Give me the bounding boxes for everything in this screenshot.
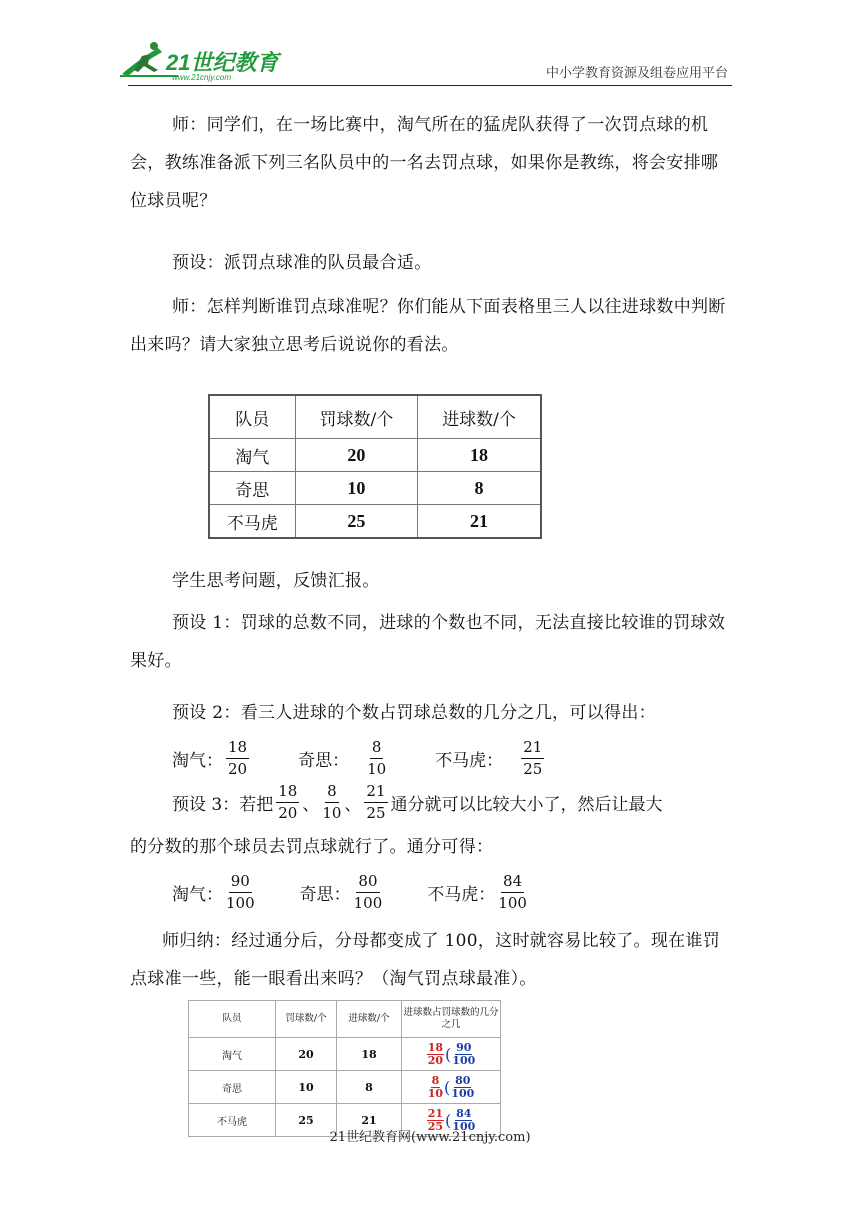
fraction [276, 781, 299, 822]
denominator: 10 [427, 1087, 444, 1100]
denominator: 100 [226, 893, 255, 912]
site-logo [118, 40, 288, 84]
separator: 、 [302, 794, 320, 815]
comparison-table [188, 1000, 501, 1137]
page-footer: 21世纪教育网(www.21cnjy.com) [329, 1130, 531, 1145]
fraction [498, 871, 527, 912]
numerator: 80 [356, 874, 379, 893]
fraction-label: 淘气： [172, 750, 223, 771]
denominator: 100 [452, 1120, 476, 1133]
paragraph-7-line1 [130, 780, 730, 824]
denominator: 10 [322, 803, 342, 822]
paragraph-7-line2: 的分数的那个球员去罚点球就行了。通分可得： [130, 837, 494, 857]
fraction-label: 不马虎： [435, 750, 504, 771]
shots-count: 10 [276, 1071, 337, 1104]
player-name: 不马虎 [189, 1104, 276, 1137]
svg-text:21世纪教育: 21世纪教育 [166, 50, 279, 75]
header-divider [128, 85, 732, 86]
table-header-cell: 进球数/个 [418, 395, 541, 439]
player-name: 奇思 [209, 472, 295, 505]
numerator: 18 [276, 784, 299, 803]
table-header-cell: 罚球数/个 [276, 1001, 337, 1038]
fraction [367, 737, 387, 778]
numerator: 8 [431, 1074, 440, 1087]
shots-count: 25 [276, 1104, 337, 1137]
table-row [189, 1071, 501, 1104]
paragraph-2: 预设：派罚点球准的队员最合适。 [172, 253, 432, 273]
fraction [364, 781, 387, 822]
denominator: 10 [367, 759, 387, 778]
fraction [427, 1042, 444, 1066]
player-name: 淘气 [209, 439, 295, 472]
goals-count: 18 [418, 439, 541, 472]
table-header-row [209, 395, 541, 439]
fraction-cell [402, 1071, 501, 1104]
table-header-cell: 队员 [209, 395, 295, 439]
paragraph-6: 预设 2：看三人进球的个数占罚球总数的几分之几，可以得出： [172, 703, 656, 723]
denominator: 20 [427, 1054, 444, 1067]
denominator: 100 [452, 1054, 476, 1067]
shots-count: 20 [295, 439, 418, 472]
stats-table [208, 394, 542, 539]
goals-count: 8 [418, 472, 541, 505]
denominator: 25 [366, 803, 386, 822]
fraction [452, 1042, 475, 1066]
goals-count: 21 [418, 505, 541, 539]
paragraph-3: 师：怎样判断谁罚点球准呢？你们能从下面表格里三人以往进球数中判断出来吗？请大家独立思考后说说你的看法。 [130, 297, 726, 355]
fraction [428, 1075, 443, 1099]
fraction-cell [402, 1038, 501, 1071]
fraction [226, 737, 249, 778]
paragraph-5: 预设 1：罚球的总数不同，进球的个数也不同，无法直接比较谁的罚球效果好。 [130, 613, 726, 671]
player-name: 不马虎 [209, 505, 295, 539]
bracket-icon: ( [445, 1110, 452, 1130]
goals-count: 21 [337, 1104, 402, 1137]
fraction [521, 737, 544, 778]
numerator: 8 [325, 784, 339, 803]
separator: 、 [344, 794, 362, 815]
denominator: 20 [278, 803, 298, 822]
fraction [322, 781, 342, 822]
table-row [189, 1038, 501, 1071]
numerator: 90 [229, 874, 252, 893]
table-row [209, 472, 541, 505]
denominator: 25 [427, 1120, 444, 1133]
table-header-cell: 队员 [189, 1001, 276, 1038]
fraction-row-common [172, 870, 530, 914]
table-row [209, 439, 541, 472]
bracket-icon: ( [445, 1044, 452, 1064]
fraction-label: 不马虎： [427, 884, 496, 905]
bracket-icon: ( [444, 1077, 451, 1097]
denominator: 100 [451, 1087, 475, 1100]
fraction [353, 871, 383, 912]
numerator: 18 [427, 1041, 444, 1054]
numerator: 90 [456, 1041, 472, 1054]
numerator: 84 [501, 874, 524, 893]
fraction [451, 1075, 474, 1099]
paragraph-4: 学生思考问题，反馈汇报。 [172, 571, 380, 591]
svg-text:www.21cnjy.com: www.21cnjy.com [172, 73, 231, 82]
goals-count: 18 [337, 1038, 402, 1071]
numerator: 21 [521, 740, 544, 759]
fraction-row-original [172, 736, 547, 780]
player-name: 奇思 [189, 1071, 276, 1104]
fraction [226, 871, 255, 912]
paragraph-7-continued: 通分就可以比较大小了，然后让最大 [390, 794, 663, 815]
table-header-row [189, 1001, 501, 1038]
shots-count: 20 [276, 1038, 337, 1071]
fraction-label: 奇思： [298, 750, 350, 771]
denominator: 100 [498, 893, 527, 912]
numerator: 21 [427, 1107, 444, 1120]
player-name: 淘气 [189, 1038, 276, 1071]
denominator: 100 [353, 893, 383, 912]
denominator: 20 [228, 759, 248, 778]
numerator: 21 [364, 784, 387, 803]
table-header-cell: 罚球数/个 [295, 395, 418, 439]
fraction-label: 淘气： [172, 884, 223, 905]
denominator: 25 [523, 759, 543, 778]
paragraph-7-start: 预设 3：若把 [172, 794, 274, 815]
paragraph-1: 师：同学们，在一场比赛中，淘气所在的猛虎队获得了一次罚点球的机会，教练准备派下列三名队员中的一名去罚点球，如果你是教练，将会安排哪位球员呢？ [130, 115, 719, 211]
table-row [209, 505, 541, 539]
numerator: 84 [456, 1107, 472, 1120]
platform-name: 中小学教育资源及组卷应用平台 [545, 66, 728, 81]
shots-count: 25 [295, 505, 418, 539]
table-header-cell: 进球数占罚球数的几分之几 [402, 1001, 501, 1038]
paragraph-8: 师归纳：经过通分后，分母都变成了 100，这时就容易比较了。现在谁罚点球准一些，能一眼看出来吗？（淘气罚点球最准）。 [130, 931, 721, 989]
table-header-cell: 进球数/个 [337, 1001, 402, 1038]
numerator: 80 [455, 1074, 471, 1087]
numerator: 8 [370, 740, 384, 759]
fraction-label: 奇思： [299, 884, 351, 905]
shots-count: 10 [295, 472, 418, 505]
numerator: 18 [226, 740, 249, 759]
goals-count: 8 [337, 1071, 402, 1104]
